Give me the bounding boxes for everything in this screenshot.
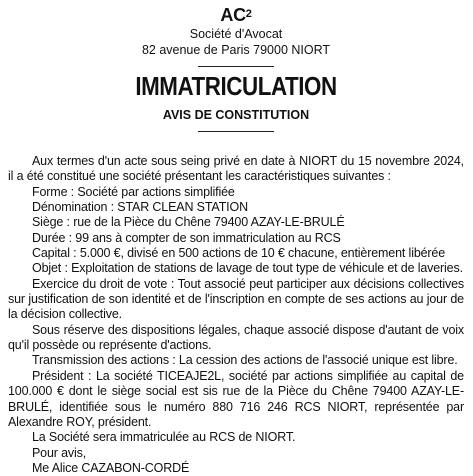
line-objet: Objet : Exploitation de stations de lavage de tout type de véhicule et de laveries. [32, 261, 463, 276]
line-transmission: Transmission des actions : La cession des actions de l'associé unique est libre. [32, 353, 458, 368]
paragraph-intro: Aux termes d'un acte sous seing privé en date à NIORT du 15 novembre 2024, il a été constitué une société présentant les caractéristiques suivantes : [8, 154, 464, 184]
firm-name-text: AC [220, 5, 246, 25]
line-duree: Durée : 99 ans à compter de son immatriculation au RCS [32, 230, 341, 245]
firm-type: Société d'Avocat [189, 27, 283, 41]
firm-name-superscript: 2 [245, 8, 252, 20]
line-pour-avis: Pour avis, [32, 445, 87, 460]
paragraph-dispositions: Sous réserve des dispositions légales, chaque associé dispose d'autant de voix qu'il possède ou représente d'actions. [8, 322, 464, 353]
line-immatriculation: La Société sera immatriculée au RCS de NIORT. [32, 430, 296, 445]
line-denomination: Dénomination : STAR CLEAN STATION [32, 200, 248, 215]
paragraph-droit-vote: Exercice du droit de vote : Tout associé peut participer aux décisions collectives sur justification de son identité et de l'inscription en compte de ses actions au jour de la décision collective. [8, 276, 464, 322]
firm-address: 82 avenue de Paris 79000 NIORT [141, 43, 331, 57]
signature: Me Alice CAZABON-CORDÉ [32, 460, 190, 475]
notice-body [8, 154, 464, 476]
line-forme: Forme : Société par actions simplifiée [32, 184, 235, 199]
notice-subtitle: AVIS DE CONSTITUTION [162, 108, 310, 122]
subtitle-divider [198, 131, 274, 132]
paragraph-president: Président : La société TICEAJE2L, société par actions simplifiée au capital de 100.000 € dont le siège social est sis rue de la Pièce du Chêne 79400 AZAY-LE-BRULÉ, identifiée sous le numéro 880 716 246 RCS NIORT, représentée par Alexandre ROY, président. [8, 368, 464, 429]
notice-title: IMMATRICULATION [135, 71, 337, 101]
line-capital: Capital : 5.000 €, divisé en 500 actions de 10 € chacune, entièrement libérée [32, 246, 446, 261]
header-divider [198, 66, 274, 67]
line-siege: Siège : rue de la Pièce du Chêne 79400 AZAY-LE-BRULÉ [32, 215, 345, 230]
firm-name [8, 4, 464, 26]
